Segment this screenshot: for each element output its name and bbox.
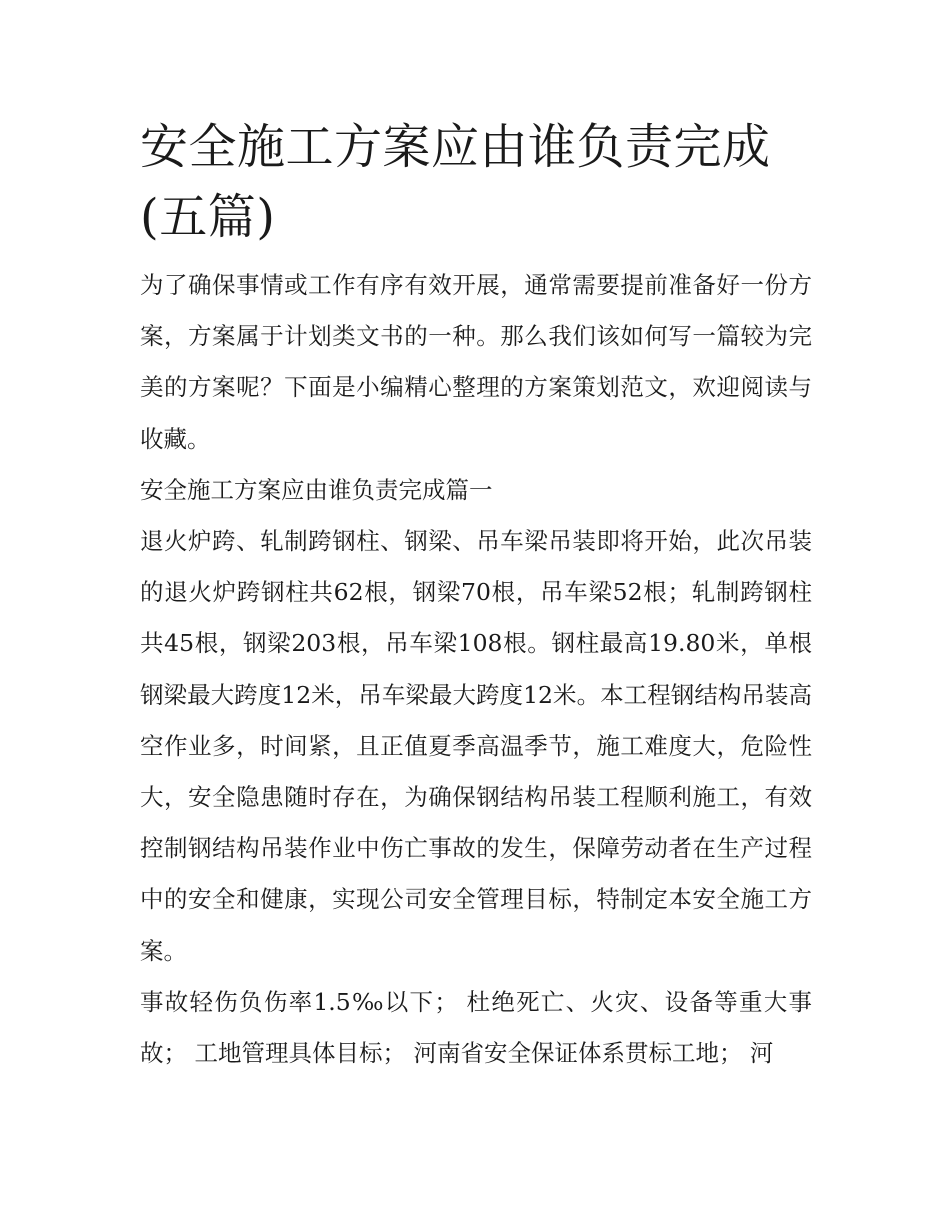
intro-paragraph: 为了确保事情或工作有序有效开展，通常需要提前准备好一份方案，方案属于计划类文书的一种。那么我们该如何写一篇较为完美的方案呢？下面是小编精心整理的方案策划范文，欢迎阅读与收藏。 bbox=[140, 271, 812, 453]
body-paragraph: 事故轻伤负伤率1.5‰以下； 杜绝死亡、火灾、设备等重大事故； 工地管理具体目标； 河南省安全保证体系贯标工地； 河 bbox=[140, 987, 812, 1068]
document-page bbox=[140, 112, 812, 1079]
body-paragraph: 退火炉跨、轧制跨钢柱、钢梁、吊车梁吊装即将开始，此次吊装的退火炉跨钢柱共62根，钢梁70根，吊车梁52根；轧制跨钢柱共45根，钢梁203根，吊车梁108根。钢柱最高19.80米，单根钢梁最大跨度12米，吊车梁最大跨度12米。本工程钢结构吊装高空作业多，时间紧，且正值夏季高温季节，施工难度大，危险性大，安全隐患随时存在，为确保钢结构吊装工程顺利施工，有效控制钢结构吊装作业中伤亡事故的发生，保障劳动者在生产过程中的安全和健康，实现公司安全管理目标，特制定本安全施工方案。 bbox=[140, 527, 812, 965]
section-heading: 安全施工方案应由谁负责完成篇一 bbox=[140, 475, 493, 504]
document-title: 安全施工方案应由谁负责完成 (五篇) bbox=[140, 119, 771, 245]
document-body bbox=[140, 260, 812, 1079]
